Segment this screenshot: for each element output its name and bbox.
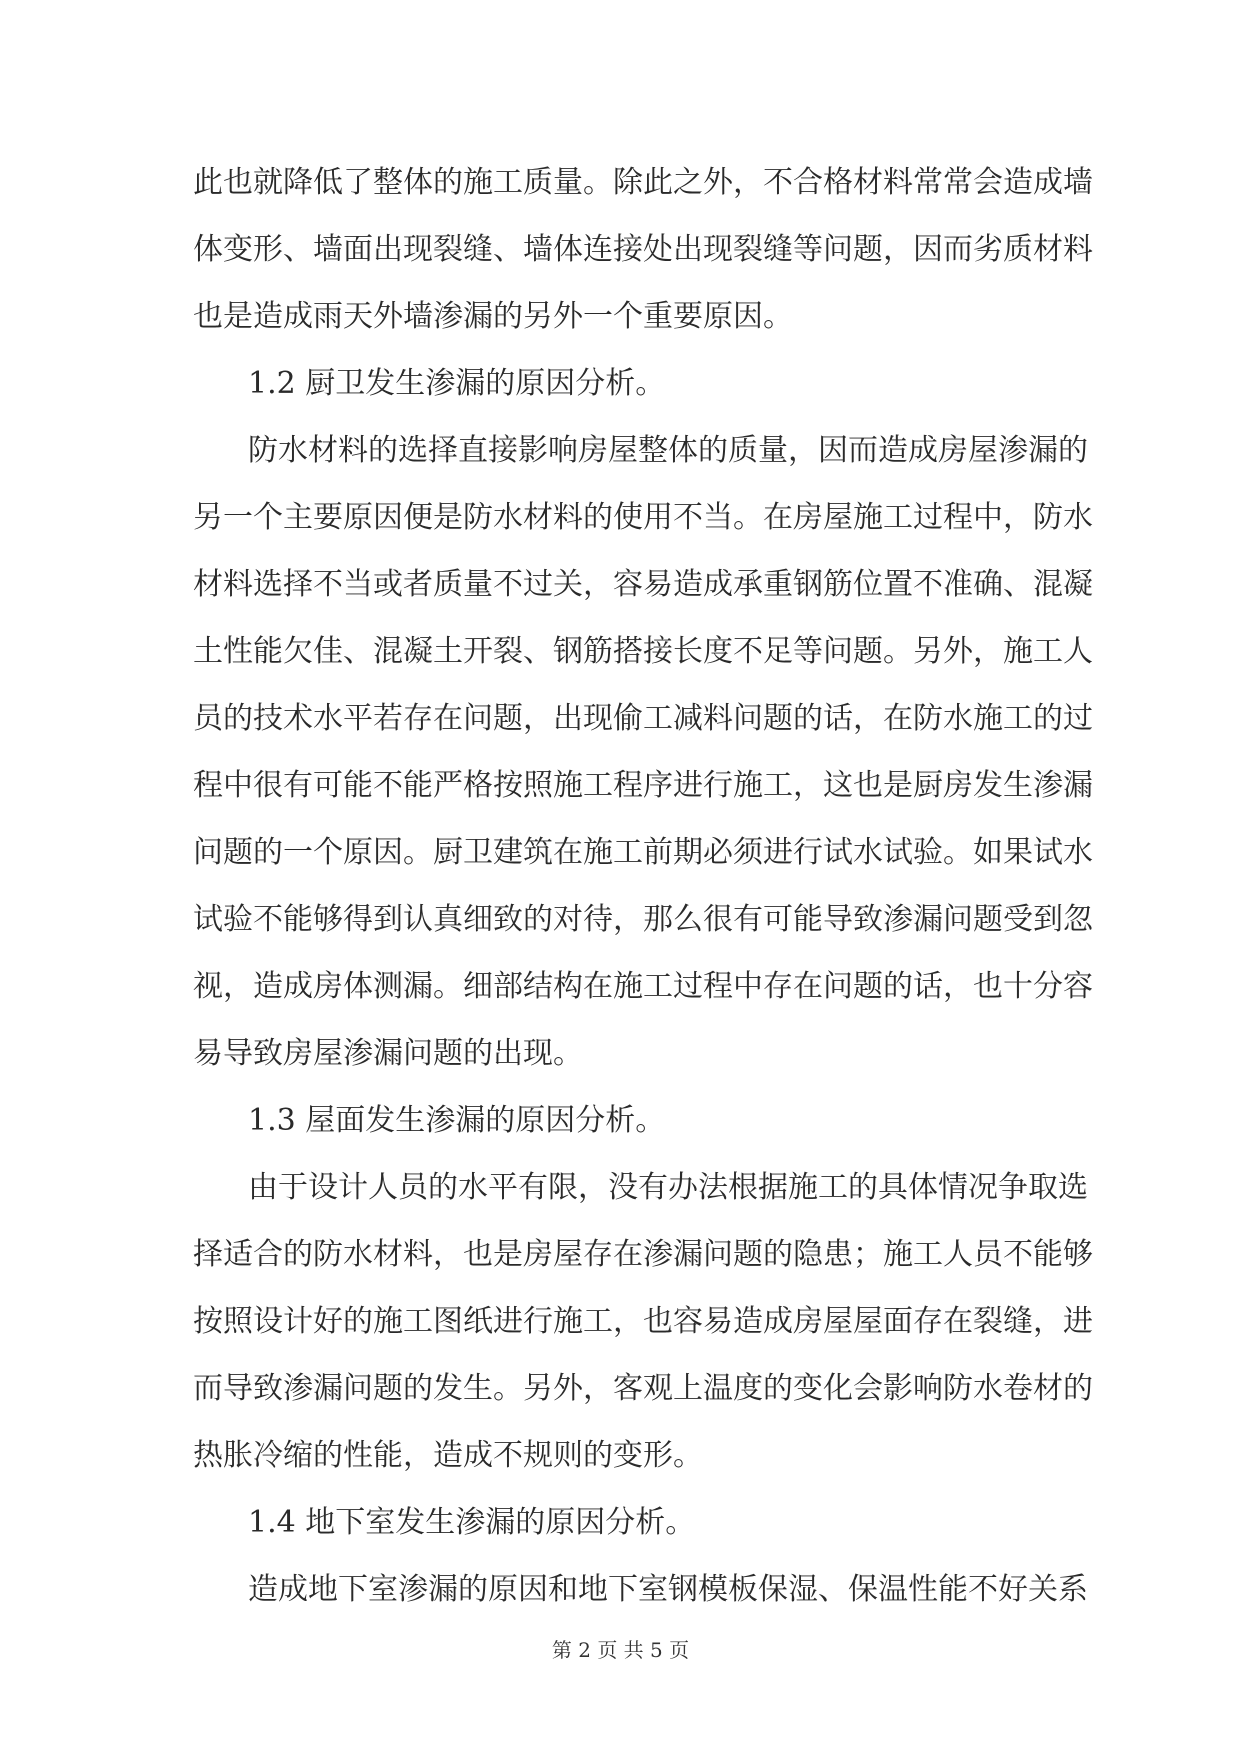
section-heading-1-3: 1.3 屋面发生渗漏的原因分析。 bbox=[248, 1103, 666, 1138]
paragraph-line: 此也就降低了整体的施工质量。除此之外，不合格材料常常会造成墙 bbox=[193, 165, 1093, 200]
paragraph-line: 造成地下室渗漏的原因和地下室钢模板保湿、保温性能不好关系 bbox=[248, 1572, 1088, 1607]
paragraph-line: 也是造成雨天外墙渗漏的另外一个重要原因。 bbox=[193, 299, 793, 334]
paragraph-line: 易导致房屋渗漏问题的出现。 bbox=[193, 1036, 583, 1071]
paragraph-line: 择适合的防水材料，也是房屋存在渗漏问题的隐患；施工人员不能够 bbox=[193, 1237, 1093, 1272]
paragraph-line: 体变形、墙面出现裂缝、墙体连接处出现裂缝等问题，因而劣质材料 bbox=[193, 232, 1093, 267]
paragraph-line: 由于设计人员的水平有限，没有办法根据施工的具体情况争取选 bbox=[248, 1170, 1088, 1205]
paragraph-line: 试验不能够得到认真细致的对待，那么很有可能导致渗漏问题受到忽 bbox=[193, 902, 1093, 937]
paragraph-line: 问题的一个原因。厨卫建筑在施工前期必须进行试水试验。如果试水 bbox=[193, 835, 1093, 870]
paragraph-line: 程中很有可能不能严格按照施工程序进行施工，这也是厨房发生渗漏 bbox=[193, 768, 1093, 803]
paragraph-line: 材料选择不当或者质量不过关，容易造成承重钢筋位置不准确、混凝 bbox=[193, 567, 1093, 602]
page-number-footer: 第 2 页 共 5 页 bbox=[551, 1638, 690, 1662]
paragraph-line: 热胀冷缩的性能，造成不规则的变形。 bbox=[193, 1438, 703, 1473]
paragraph-line: 土性能欠佳、混凝土开裂、钢筋搭接长度不足等问题。另外，施工人 bbox=[193, 634, 1093, 669]
paragraph-line: 另一个主要原因便是防水材料的使用不当。在房屋施工过程中，防水 bbox=[193, 500, 1093, 535]
section-heading-1-2: 1.2 厨卫发生渗漏的原因分析。 bbox=[248, 366, 666, 401]
paragraph-line: 按照设计好的施工图纸进行施工，也容易造成房屋屋面存在裂缝，进 bbox=[193, 1304, 1093, 1339]
paragraph-line: 防水材料的选择直接影响房屋整体的质量，因而造成房屋渗漏的 bbox=[248, 433, 1088, 468]
paragraph-line: 员的技术水平若存在问题，出现偷工减料问题的话，在防水施工的过 bbox=[193, 701, 1093, 736]
paragraph-line: 而导致渗漏问题的发生。另外，客观上温度的变化会影响防水卷材的 bbox=[193, 1371, 1093, 1406]
paragraph-line: 视，造成房体测漏。细部结构在施工过程中存在问题的话，也十分容 bbox=[193, 969, 1093, 1004]
section-heading-1-4: 1.4 地下室发生渗漏的原因分析。 bbox=[248, 1505, 696, 1540]
